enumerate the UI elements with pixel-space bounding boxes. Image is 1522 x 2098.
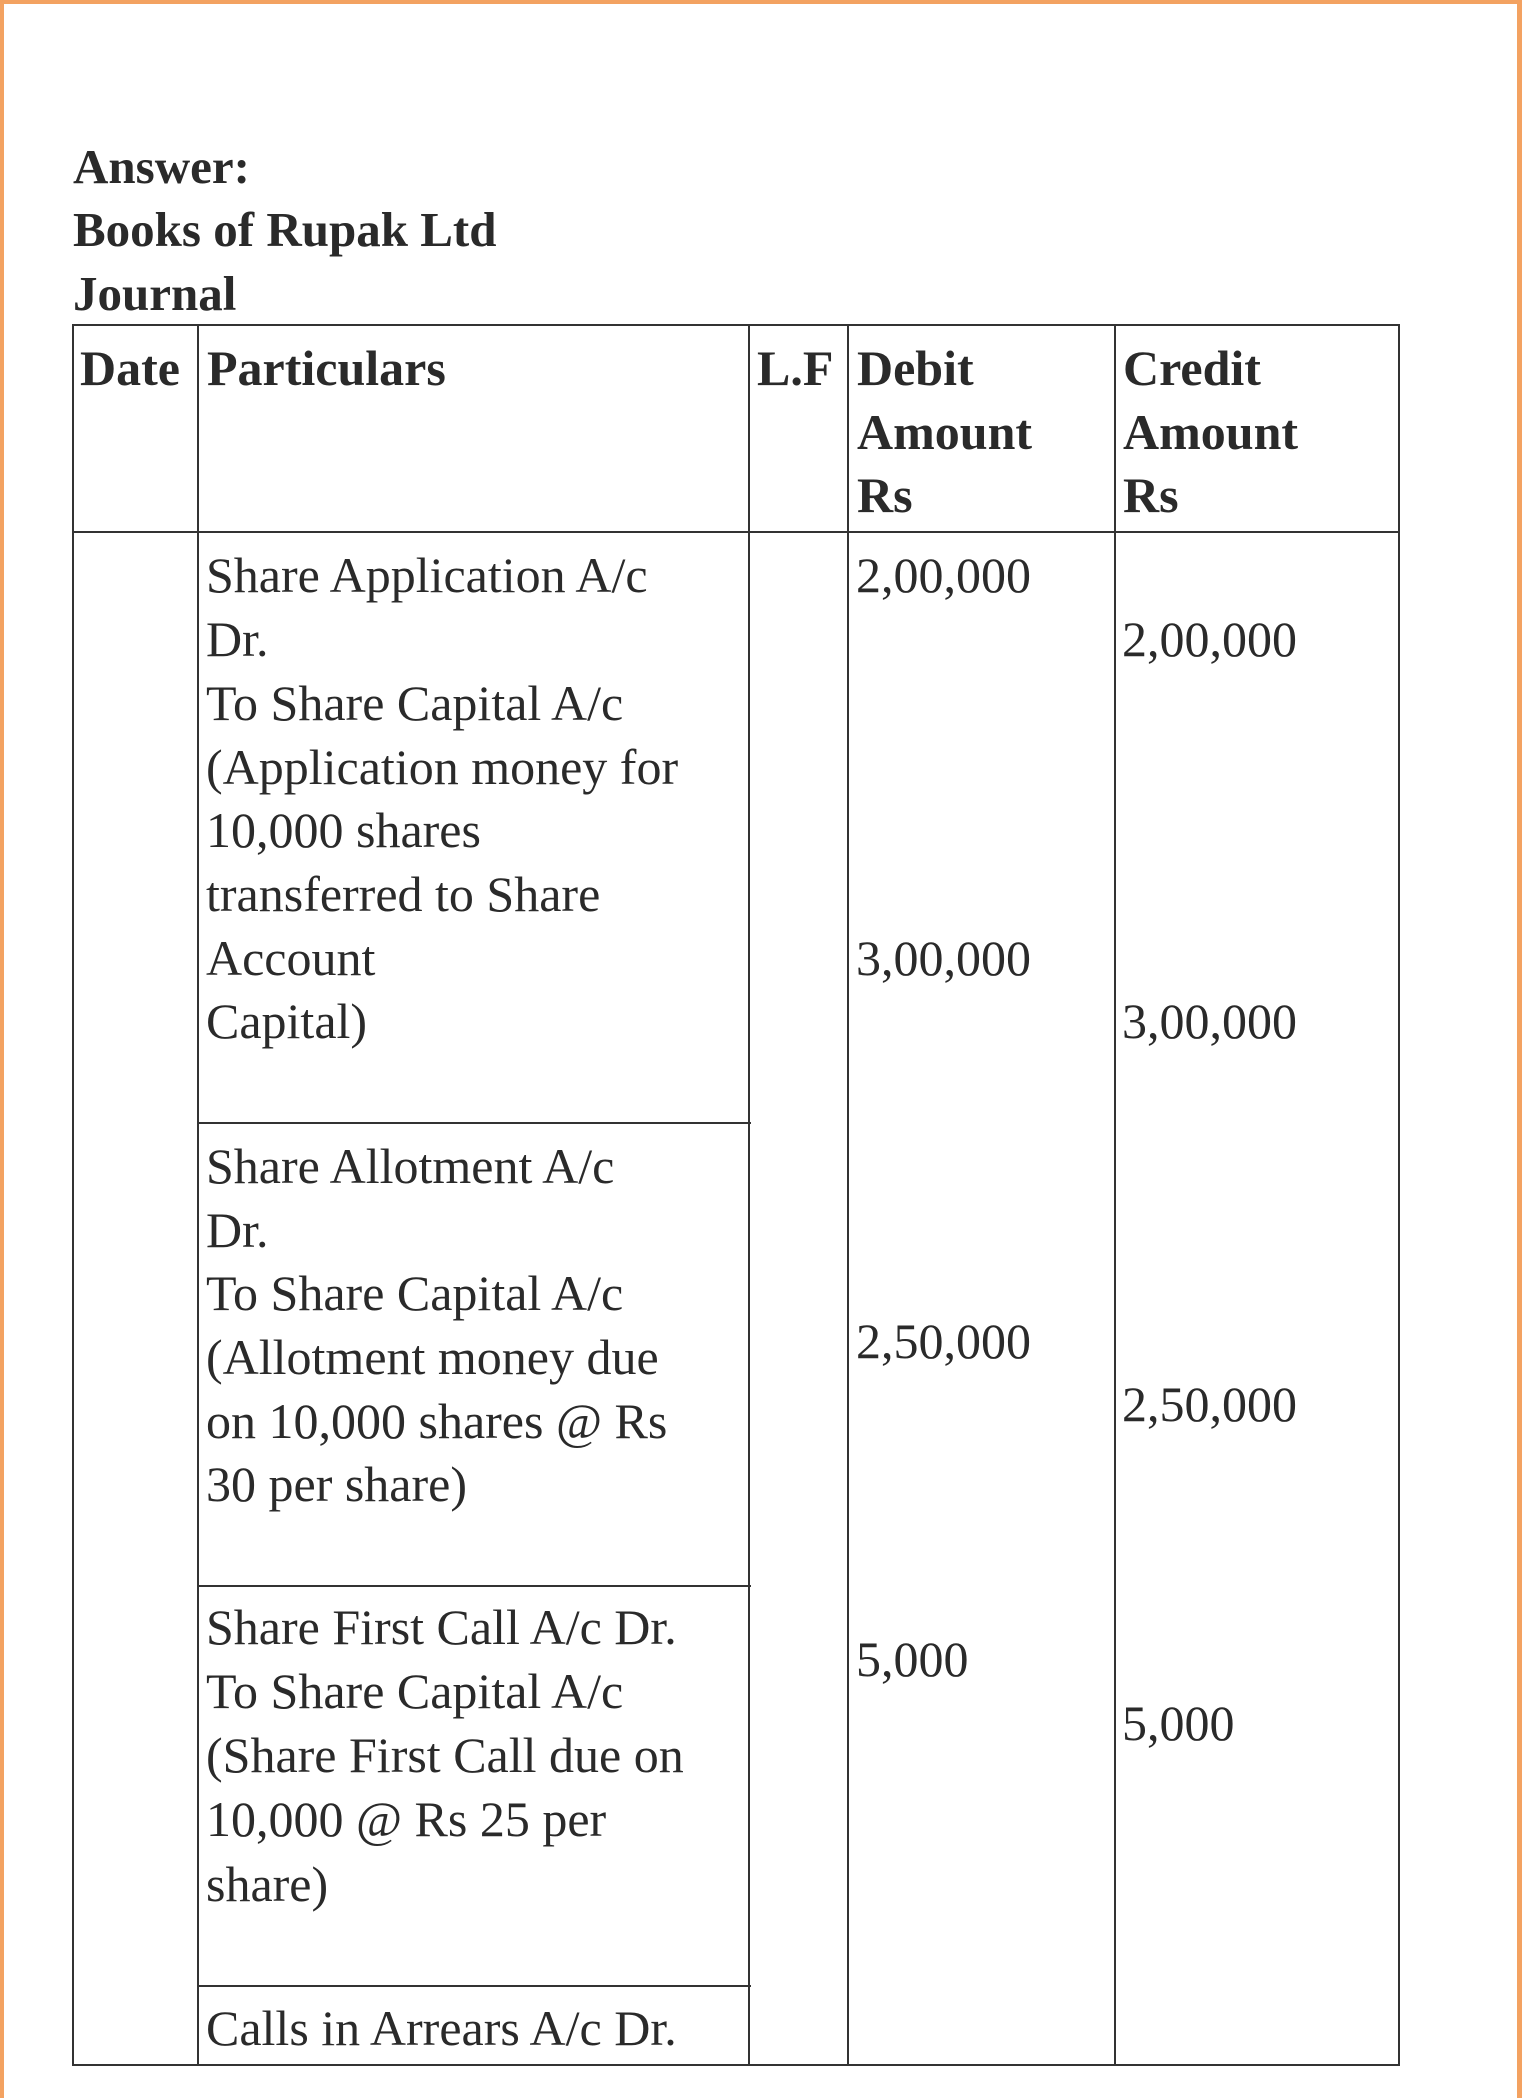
particulars-line: To Share Capital A/c [206, 1663, 624, 1719]
header-credit: Credit [1123, 340, 1261, 396]
debit-amount: 3,00,000 [856, 930, 1031, 986]
page-frame-top [0, 0, 1522, 4]
table-right-border [1398, 324, 1400, 2066]
header-date: Date [80, 340, 180, 396]
particulars-line: Calls in Arrears A/c Dr. [206, 2000, 677, 2056]
header-lf: L.F [757, 340, 834, 396]
header-credit-rs: Rs [1123, 467, 1179, 523]
particulars-line: Share Application A/c [206, 547, 648, 603]
row-divider [198, 1585, 751, 1587]
company-title: Books of Rupak Ltd [73, 202, 497, 257]
debit-amount: 2,50,000 [856, 1313, 1031, 1369]
debit-amount: 2,00,000 [856, 547, 1031, 603]
row-divider [198, 1985, 751, 1987]
row-divider [198, 1122, 751, 1124]
table-left-border [72, 324, 74, 2066]
header-debit: Debit [857, 340, 974, 396]
particulars-line: Dr. [206, 611, 269, 667]
col-divider-date [197, 324, 199, 2066]
table-top-border [73, 324, 1400, 326]
particulars-line: 10,000 shares [206, 802, 481, 858]
particulars-line: (Allotment money due [206, 1329, 659, 1385]
header-debit-rs: Rs [857, 467, 913, 523]
particulars-line: To Share Capital A/c [206, 675, 624, 731]
header-particulars: Particulars [207, 340, 446, 396]
particulars-line: (Application money for [206, 739, 679, 795]
col-divider-debit [1114, 324, 1116, 2066]
particulars-line: Share Allotment A/c [206, 1138, 615, 1194]
credit-amount: 2,00,000 [1122, 611, 1297, 667]
credit-amount: 5,000 [1122, 1695, 1235, 1751]
particulars-line: Capital) [206, 993, 368, 1049]
header-debit-amount: Amount [857, 404, 1033, 460]
table-bottom-border [73, 2064, 1400, 2066]
particulars-line: 30 per share) [206, 1456, 467, 1512]
particulars-line: Share First Call A/c Dr. [206, 1599, 677, 1655]
header-credit-amount: Amount [1123, 404, 1299, 460]
particulars-line: share) [206, 1856, 329, 1912]
col-divider-particulars [748, 324, 750, 2066]
particulars-line: transferred to Share [206, 866, 601, 922]
particulars-line: on 10,000 shares @ Rs [206, 1393, 668, 1449]
page-frame-left [0, 0, 4, 2098]
credit-amount: 3,00,000 [1122, 993, 1297, 1049]
particulars-line: Account [206, 930, 376, 986]
credit-amount: 2,50,000 [1122, 1376, 1297, 1432]
particulars-line: 10,000 @ Rs 25 per [206, 1791, 607, 1847]
col-divider-lf [847, 324, 849, 2066]
journal-title: Journal [73, 266, 237, 321]
answer-heading: Answer: [73, 139, 250, 194]
header-bottom-border [73, 531, 1400, 533]
particulars-line: (Share First Call due on [206, 1727, 684, 1783]
particulars-line: To Share Capital A/c [206, 1265, 624, 1321]
debit-amount: 5,000 [856, 1631, 969, 1687]
page-frame-right [1517, 0, 1522, 2098]
particulars-line: Dr. [206, 1202, 269, 1258]
